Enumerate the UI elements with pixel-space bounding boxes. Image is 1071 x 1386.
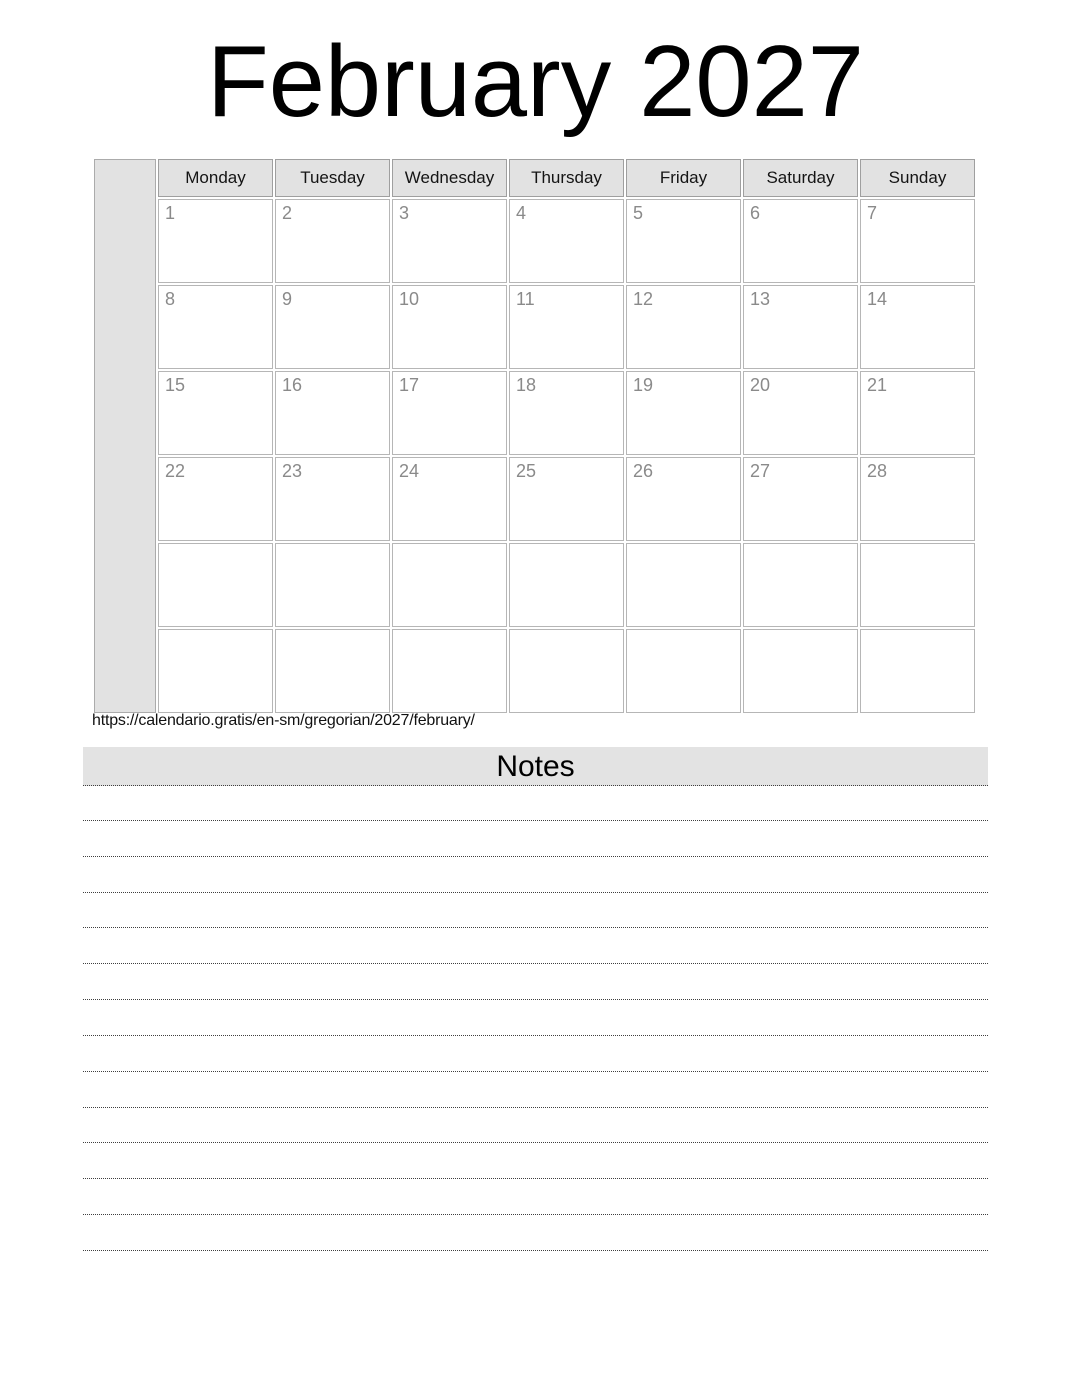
calendar-empty-cell (743, 629, 858, 713)
notes-rule-line (83, 1215, 988, 1251)
calendar-empty-cell (509, 629, 624, 713)
calendar-table (92, 157, 977, 715)
calendar-week-row (94, 543, 975, 627)
calendar-day-cell-12: 12 (626, 285, 741, 369)
calendar-day-cell-10: 10 (392, 285, 507, 369)
calendar-week-row (94, 199, 975, 283)
calendar-day-cell-13: 13 (743, 285, 858, 369)
calendar-day-cell-4: 4 (509, 199, 624, 283)
weekday-header-sunday: Sunday (860, 159, 975, 197)
weekday-header-monday: Monday (158, 159, 273, 197)
calendar-week-row (94, 457, 975, 541)
weekday-header-wednesday: Wednesday (392, 159, 507, 197)
calendar-day-cell-28: 28 (860, 457, 975, 541)
calendar-empty-cell (626, 629, 741, 713)
source-url-text: https://calendario.gratis/en-sm/gregorian/2027/february/ (92, 712, 475, 729)
weekday-header-tuesday: Tuesday (275, 159, 390, 197)
calendar-empty-cell (860, 543, 975, 627)
weekday-header-friday: Friday (626, 159, 741, 197)
calendar-empty-cell (275, 543, 390, 627)
calendar-day-cell-26: 26 (626, 457, 741, 541)
notes-rule-line (83, 1108, 988, 1144)
calendar-day-cell-9: 9 (275, 285, 390, 369)
calendar-week-row (94, 285, 975, 369)
calendar-day-cell-14: 14 (860, 285, 975, 369)
calendar-empty-cell (275, 629, 390, 713)
notes-rule-line (83, 821, 988, 857)
notes-rule-line (83, 1179, 988, 1215)
calendar-empty-cell (158, 629, 273, 713)
calendar-day-cell-11: 11 (509, 285, 624, 369)
notes-rule-line (83, 1036, 988, 1072)
notes-rule-line (83, 928, 988, 964)
calendar-day-cell-15: 15 (158, 371, 273, 455)
weekday-header-thursday: Thursday (509, 159, 624, 197)
calendar-day-cell-23: 23 (275, 457, 390, 541)
calendar-day-cell-22: 22 (158, 457, 273, 541)
calendar-day-cell-6: 6 (743, 199, 858, 283)
calendar-empty-cell (392, 629, 507, 713)
calendar-day-cell-8: 8 (158, 285, 273, 369)
calendar-day-cell-24: 24 (392, 457, 507, 541)
weekday-header-saturday: Saturday (743, 159, 858, 197)
calendar-week-row (94, 629, 975, 713)
notes-rule-line (83, 1000, 988, 1036)
calendar-day-cell-19: 19 (626, 371, 741, 455)
calendar-day-cell-5: 5 (626, 199, 741, 283)
notes-rule-line (83, 785, 988, 821)
notes-rule-line (83, 964, 988, 1000)
calendar-empty-cell (509, 543, 624, 627)
calendar-empty-cell (743, 543, 858, 627)
calendar-empty-cell (626, 543, 741, 627)
calendar-week-row (94, 371, 975, 455)
calendar-empty-cell (860, 629, 975, 713)
notes-title: Notes (496, 750, 575, 783)
notes-rule-line (83, 1143, 988, 1179)
notes-ruled-lines (83, 785, 988, 1251)
notes-rule-line (83, 1072, 988, 1108)
calendar-day-cell-21: 21 (860, 371, 975, 455)
calendar-day-cell-1: 1 (158, 199, 273, 283)
calendar-day-cell-25: 25 (509, 457, 624, 541)
calendar-day-cell-7: 7 (860, 199, 975, 283)
weekday-header-row (94, 159, 975, 197)
page-title: February 2027 (207, 26, 864, 138)
calendar-day-cell-3: 3 (392, 199, 507, 283)
calendar-day-cell-18: 18 (509, 371, 624, 455)
notes-header-bar (83, 747, 988, 786)
notes-rule-line (83, 857, 988, 893)
calendar-empty-cell (158, 543, 273, 627)
week-number-spacer-column (94, 159, 156, 713)
calendar-day-cell-2: 2 (275, 199, 390, 283)
calendar-day-cell-16: 16 (275, 371, 390, 455)
calendar-day-cell-17: 17 (392, 371, 507, 455)
notes-rule-line (83, 893, 988, 929)
calendar-day-cell-27: 27 (743, 457, 858, 541)
calendar-empty-cell (392, 543, 507, 627)
calendar-day-cell-20: 20 (743, 371, 858, 455)
